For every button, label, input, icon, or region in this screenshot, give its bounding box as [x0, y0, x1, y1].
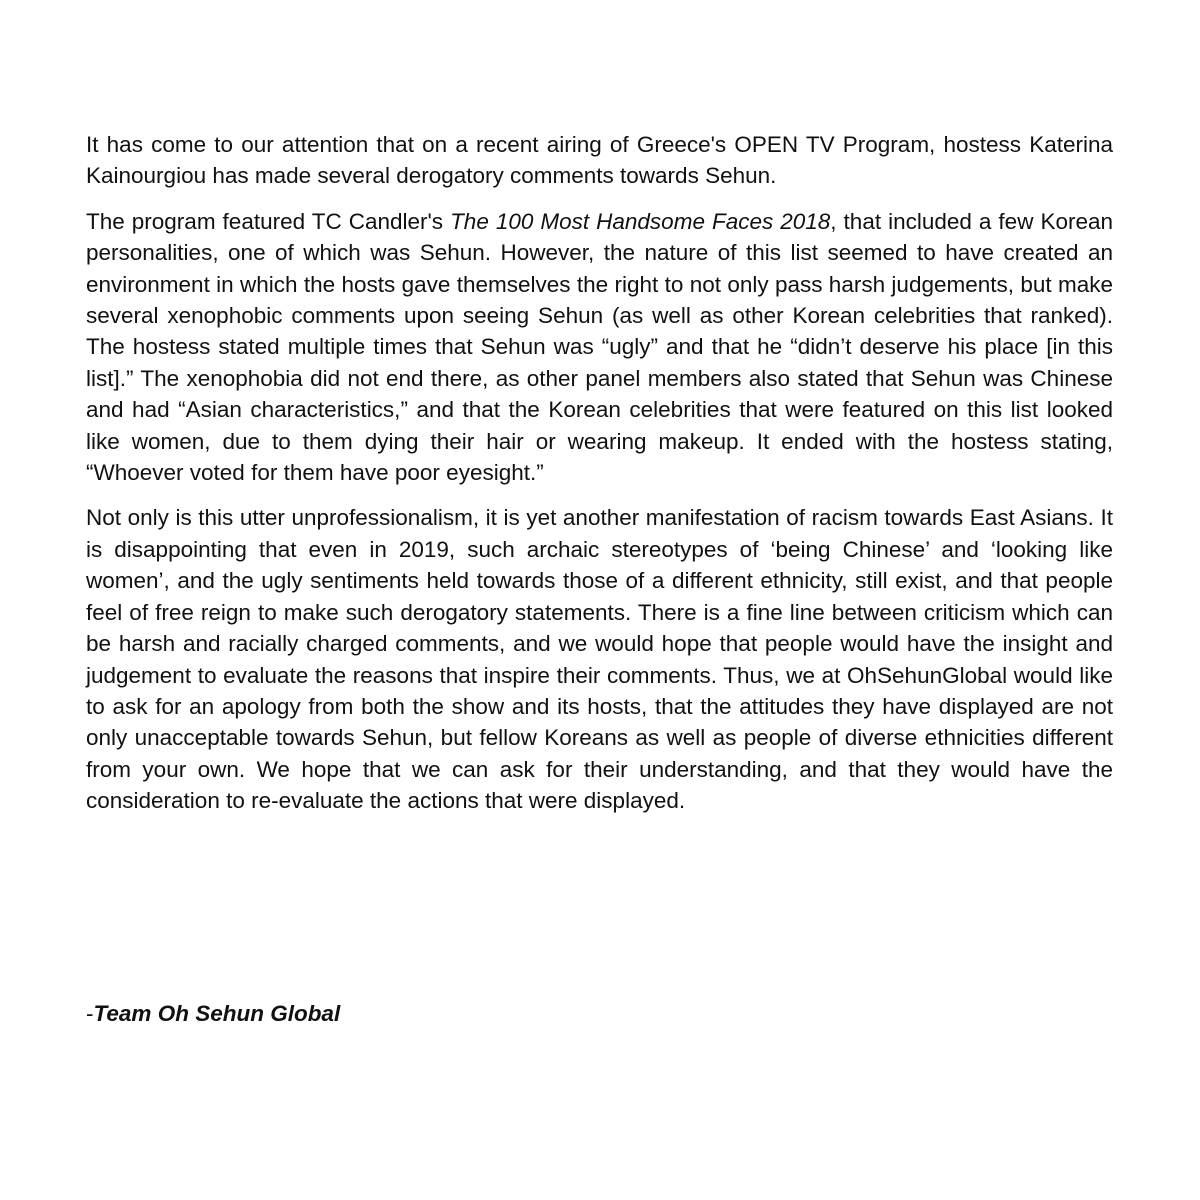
paragraph-conclusion-text: Not only is this utter unprofessionalism, it is yet another manifestation of racism towards East Asians. It is disappointing that even in 2019, such archaic stereotypes of ‘being Chinese’ and ‘looking like women’, and the ugly sentiments held towards those of a different ethnicity, still exist, and that people feel of free reign to make such derogatory statements. There is a fine line between criticism which can be harsh and racially charged comments, and we would hope that people would have the insight and judgement to evaluate the reasons that inspire their comments. Thus, we at OhSehunGlobal would like to ask for an apology from both the show and its hosts, that the attitudes they have displayed are not only unacceptable towards Sehun, but fellow Koreans as well as people of diverse ethnicities different from your own. We hope that we can ask for their understanding, and that they would have the consideration to re-evaluate the actions that were displayed. — [86, 505, 1113, 814]
paragraph-intro-text: It has come to our attention that on a recent airing of Greece's OPEN TV Program, hostess Katerina Kainourgiou has made several derogatory comments towards Sehun. — [86, 132, 1113, 189]
signature — [86, 998, 340, 1029]
statement-body — [86, 129, 1113, 831]
paragraph-program — [86, 206, 1113, 489]
paragraph-program-text-end: , that included a few Korean personalities, one of which was Sehun. However, the nature of this list seemed to have created an environment in which the hosts gave themselves the right to not only pass harsh judgements, but make several xenophobic comments upon seeing Sehun (as well as other Korean celebrities that ranked). The hostess stated multiple times that Sehun was “ugly” and that he “didn’t deserve his place [in this list].” The xenophobia did not end there, as other panel members also stated that Sehun was Chinese and had “Asian characteristics,” and that the Korean celebrities that were featured on this list looked like women, due to them dying their hair or wearing makeup. It ended with the hostess stating, “Whoever voted for them have poor eyesight.” — [86, 208, 1113, 486]
paragraph-conclusion — [86, 502, 1113, 816]
paragraph-intro — [86, 129, 1113, 192]
signature-team-name: Team Oh Sehun Global — [93, 1001, 341, 1026]
signature-dash: - — [86, 1001, 94, 1026]
list-title: The 100 Most Handsome Faces 2018 — [450, 208, 831, 234]
paragraph-program-text-start: The program featured TC Candler's — [86, 208, 451, 234]
